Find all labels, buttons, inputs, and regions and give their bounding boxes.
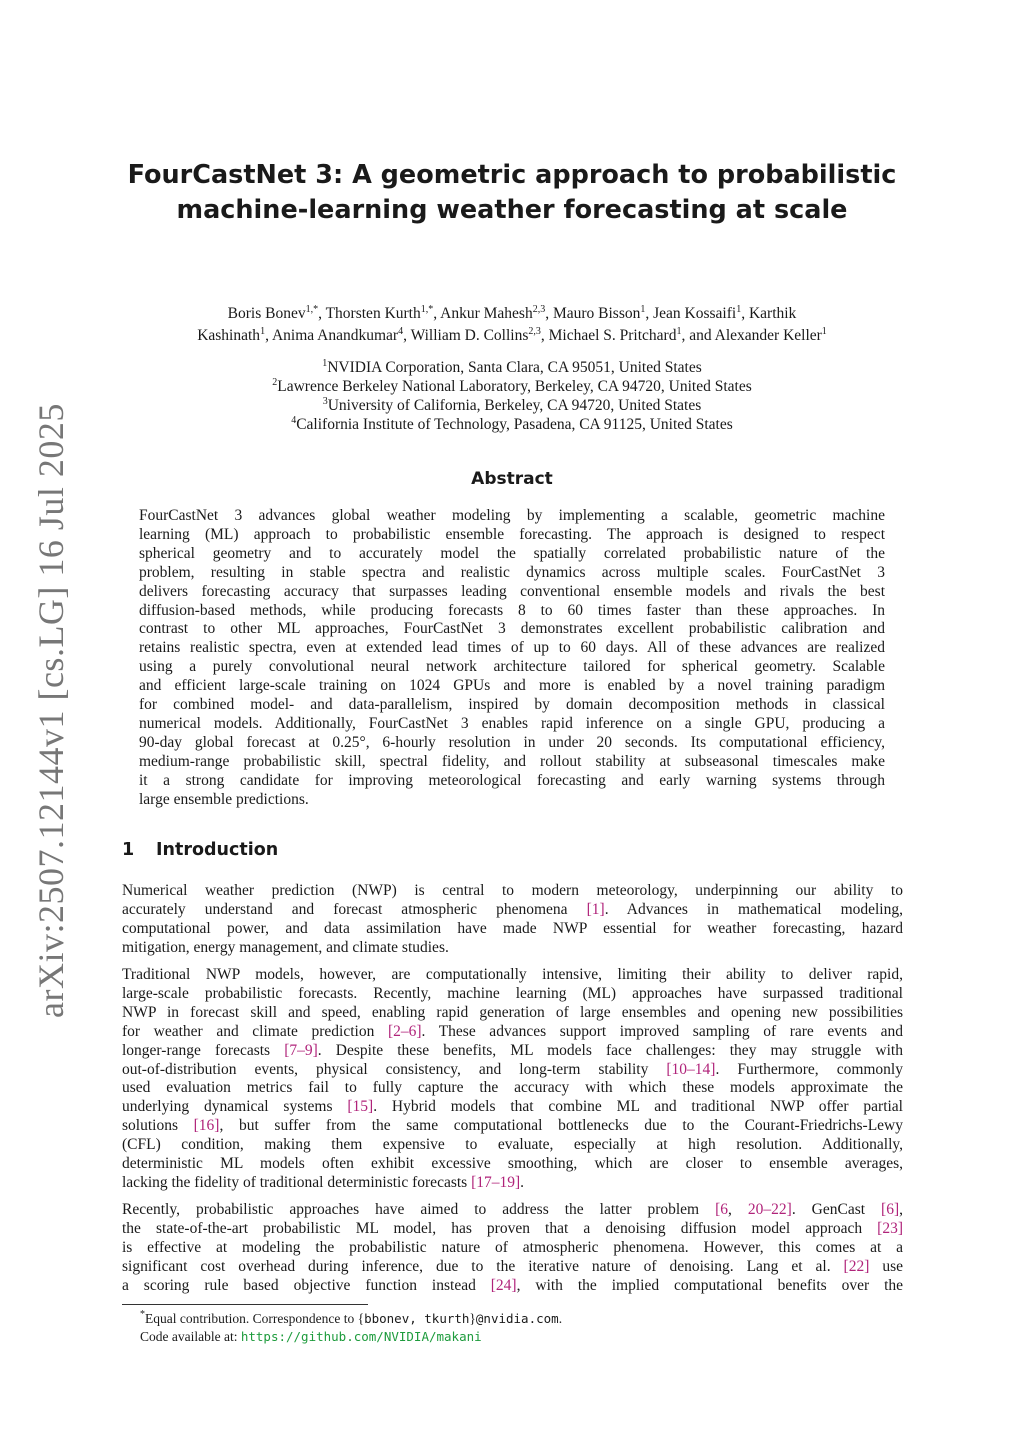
- abstract-line: medium-range probabilistic skill, spectral fidelity, and rollout stability at subseasonal timescales make: [139, 752, 885, 770]
- arxiv-identifier: arXiv:2507.12144v1 [cs.LG] 16 Jul 2025: [31, 403, 71, 1018]
- abstract-line: diffusion-based methods, while producing forecasts 8 to 60 times faster than these approaches. In: [139, 601, 885, 619]
- footnote-code: Code available at: https://github.com/NVIDIA/makani: [140, 1329, 482, 1344]
- author-line-1: Boris Bonev$^{1,*}$, Thorsten Kurth$^{1,*}$, Ankur Mahesh$^{2,3}$, Mauro Bisson$^1$, Jean Kossaifi$^1$, Karthik: [227, 304, 797, 322]
- abstract-line: learning (ML) approach to probabilistic ensemble forecasting. The approach is designed to respect: [139, 525, 885, 543]
- author-line-2: Kashinath$^1$, Anima Anandkumar$^4$, William D. Collins$^{2,3}$, Michael S. Pritchard$^1$, and Alexander Keller$^1$: [197, 326, 827, 344]
- paragraph-2: Traditional NWP models, however, are computationally intensive, limiting their ability to deliver rapid, large-scale probabilistic forecasts. Recently, machine learning (ML) approaches have surpassed traditional NWP in forecast skill and speed, enabling rapid generation of large ensembles and opening new possibilities for weather and climate prediction [2–6]. These advances support improved sampling of rare events and longer-range forecasts [7–9]. Despite these benefits, ML models face challenges: they may struggle with out-of-distribution events, physical consistency, and long-term stability [10–14]. Furthermore, commonly used evaluation metrics fail to fully capture the accuracy with which these models approximate the underlying dynamical systems [15]. Hybrid models that combine ML and traditional NWP offer partial solutions [16], but suffer from the same computational bottlenecks due to the Courant-Friedrichs-Lewy (CFL) condition, making them expensive to evaluate, especially at high resolution. Additionally, deterministic ML models often exhibit excessive smoothing, which are closer to ensemble averages, lacking the fidelity of traditional deterministic forecasts [17–19].: [122, 966, 903, 1191]
- affiliation-list: [110, 358, 914, 434]
- abstract-line: retains realistic spectra, even at extended lead times of up to 60 days. All of these advances are realized: [139, 639, 885, 657]
- abstract-line: large ensemble predictions.: [139, 790, 309, 808]
- author-name: Boris Bonev: [227, 305, 306, 322]
- title-line-2: machine-learning weather forecasting at scale: [176, 195, 848, 225]
- citation-link[interactable]: [1]: [586, 900, 605, 918]
- footnote-divider: [122, 1304, 368, 1305]
- affiliation: $^3$University of California, Berkeley, CA 94720, United States: [322, 396, 702, 414]
- code-url-link[interactable]: https://github.com/NVIDIA/makani: [240, 1329, 482, 1344]
- author-name: Michael S. Pritchard: [548, 327, 677, 344]
- citation-link[interactable]: [7–9]: [284, 1041, 318, 1059]
- citation-link[interactable]: [17–19]: [471, 1173, 521, 1191]
- abstract-line: contrast to other ML approaches, FourCastNet 3 demonstrates excellent probabilistic calibration and: [139, 620, 885, 638]
- abstract-line: 90-day global forecast at 0.25°, 6-hourly resolution in under 20 seconds. Its computational efficiency,: [139, 733, 885, 751]
- abstract-line: delivers forecasting accuracy that surpasses leading conventional ensemble models and rivals the best: [139, 582, 885, 600]
- citation-link[interactable]: [2–6]: [387, 1022, 422, 1040]
- author-list: [110, 303, 914, 347]
- author-name: Ankur Mahesh: [440, 305, 533, 322]
- abstract-line: numerical models. Additionally, FourCastNet 3 enables rapid inference on a single GPU, producing a: [139, 714, 885, 732]
- abstract-line: problem, resulting in stable spectra and realistic dynamics across multiple scales. FourCastNet 3: [139, 563, 885, 581]
- paper-title: [122, 158, 902, 228]
- section-number: 1: [122, 840, 135, 860]
- contact-emails[interactable]: bbonev, tkurth: [364, 1311, 470, 1326]
- citation-link[interactable]: [24]: [490, 1276, 517, 1294]
- affiliation: $^4$California Institute of Technology, Pasadena, CA 91125, United States: [291, 415, 733, 433]
- author-name: Jean Kossaifi: [653, 305, 737, 322]
- footnote: [140, 1310, 562, 1346]
- section-heading-introduction: [122, 840, 278, 860]
- abstract-line: for combined model- and data-parallelism, inspired by domain decomposition methods in classical: [139, 696, 885, 714]
- paragraph-3: Recently, probabilistic approaches have aimed to address the latter problem [6, 20–22]. GenCast [6], the state-of-the-art probabilistic ML model, has proven that a denoising diffusion model approach [23] is effective at modeling the probabilistic nature of atmospheric phenomena. However, this comes at a significant cost overhead during inference, due to the iterative nature of denoising. Lang et al. [22] use a scoring rule based objective function instead [24], with the implied computational benefits over the: [122, 1201, 903, 1294]
- citation-link[interactable]: [15]: [347, 1098, 374, 1116]
- affiliation: $^2$Lawrence Berkeley National Laboratory, Berkeley, CA 94720, United States: [272, 377, 752, 395]
- paragraph-1: Numerical weather prediction (NWP) is central to modern meteorology, underpinning our ability to accurately understand and forecast atmospheric phenomena [1]. Advances in mathematical modeling, computational power, and data assimilation have made NWP essential for weather forecasting, hazard mitigation, energy management, and climate studies.: [122, 882, 903, 956]
- abstract-heading: Abstract: [471, 469, 553, 489]
- author-name: William D. Collins: [410, 327, 529, 344]
- abstract-line: using a purely convolutional neural network architecture tailored for spherical geometry. Scalable: [139, 658, 885, 676]
- footnote-correspondence: *Equal contribution. Correspondence to {bbonev, tkurth}@nvidia.com.: [140, 1309, 563, 1326]
- citation-link[interactable]: [22]: [843, 1257, 870, 1275]
- author-name: Kashinath: [197, 327, 261, 344]
- citation-link[interactable]: 20–22]: [747, 1201, 792, 1218]
- author-name: Thorsten Kurth: [325, 305, 421, 322]
- abstract-body: [139, 507, 885, 810]
- section-title: Introduction: [156, 840, 279, 860]
- author-name: Anima Anandkumar: [271, 327, 399, 344]
- citation-link[interactable]: [6: [715, 1201, 729, 1218]
- affiliation: $^1$NVIDIA Corporation, Santa Clara, CA 95051, United States: [322, 358, 702, 376]
- citation-link[interactable]: [16]: [193, 1117, 220, 1135]
- title-line-1: FourCastNet 3: A geometric approach to probabilistic: [127, 160, 897, 190]
- abstract-line: it a strong candidate for improving meteorological forecasting and early warning systems through: [139, 771, 885, 789]
- citation-link[interactable]: [10–14]: [666, 1060, 716, 1078]
- author-name: Mauro Bisson: [552, 305, 641, 322]
- citation-link[interactable]: [23]: [877, 1219, 903, 1237]
- abstract-line: spherical geometry and to accurately model the spatially correlated probabilistic nature of the: [139, 544, 885, 562]
- abstract-line: and efficient large-scale training on 1024 GPUs and more is enabled by a novel training paradigm: [139, 677, 885, 695]
- citation-link[interactable]: [6]: [881, 1201, 900, 1218]
- author-name: Karthik: [748, 305, 797, 322]
- author-name: Alexander Keller: [714, 327, 822, 344]
- abstract-line: FourCastNet 3 advances global weather modeling by implementing a scalable, geometric machine: [139, 507, 885, 524]
